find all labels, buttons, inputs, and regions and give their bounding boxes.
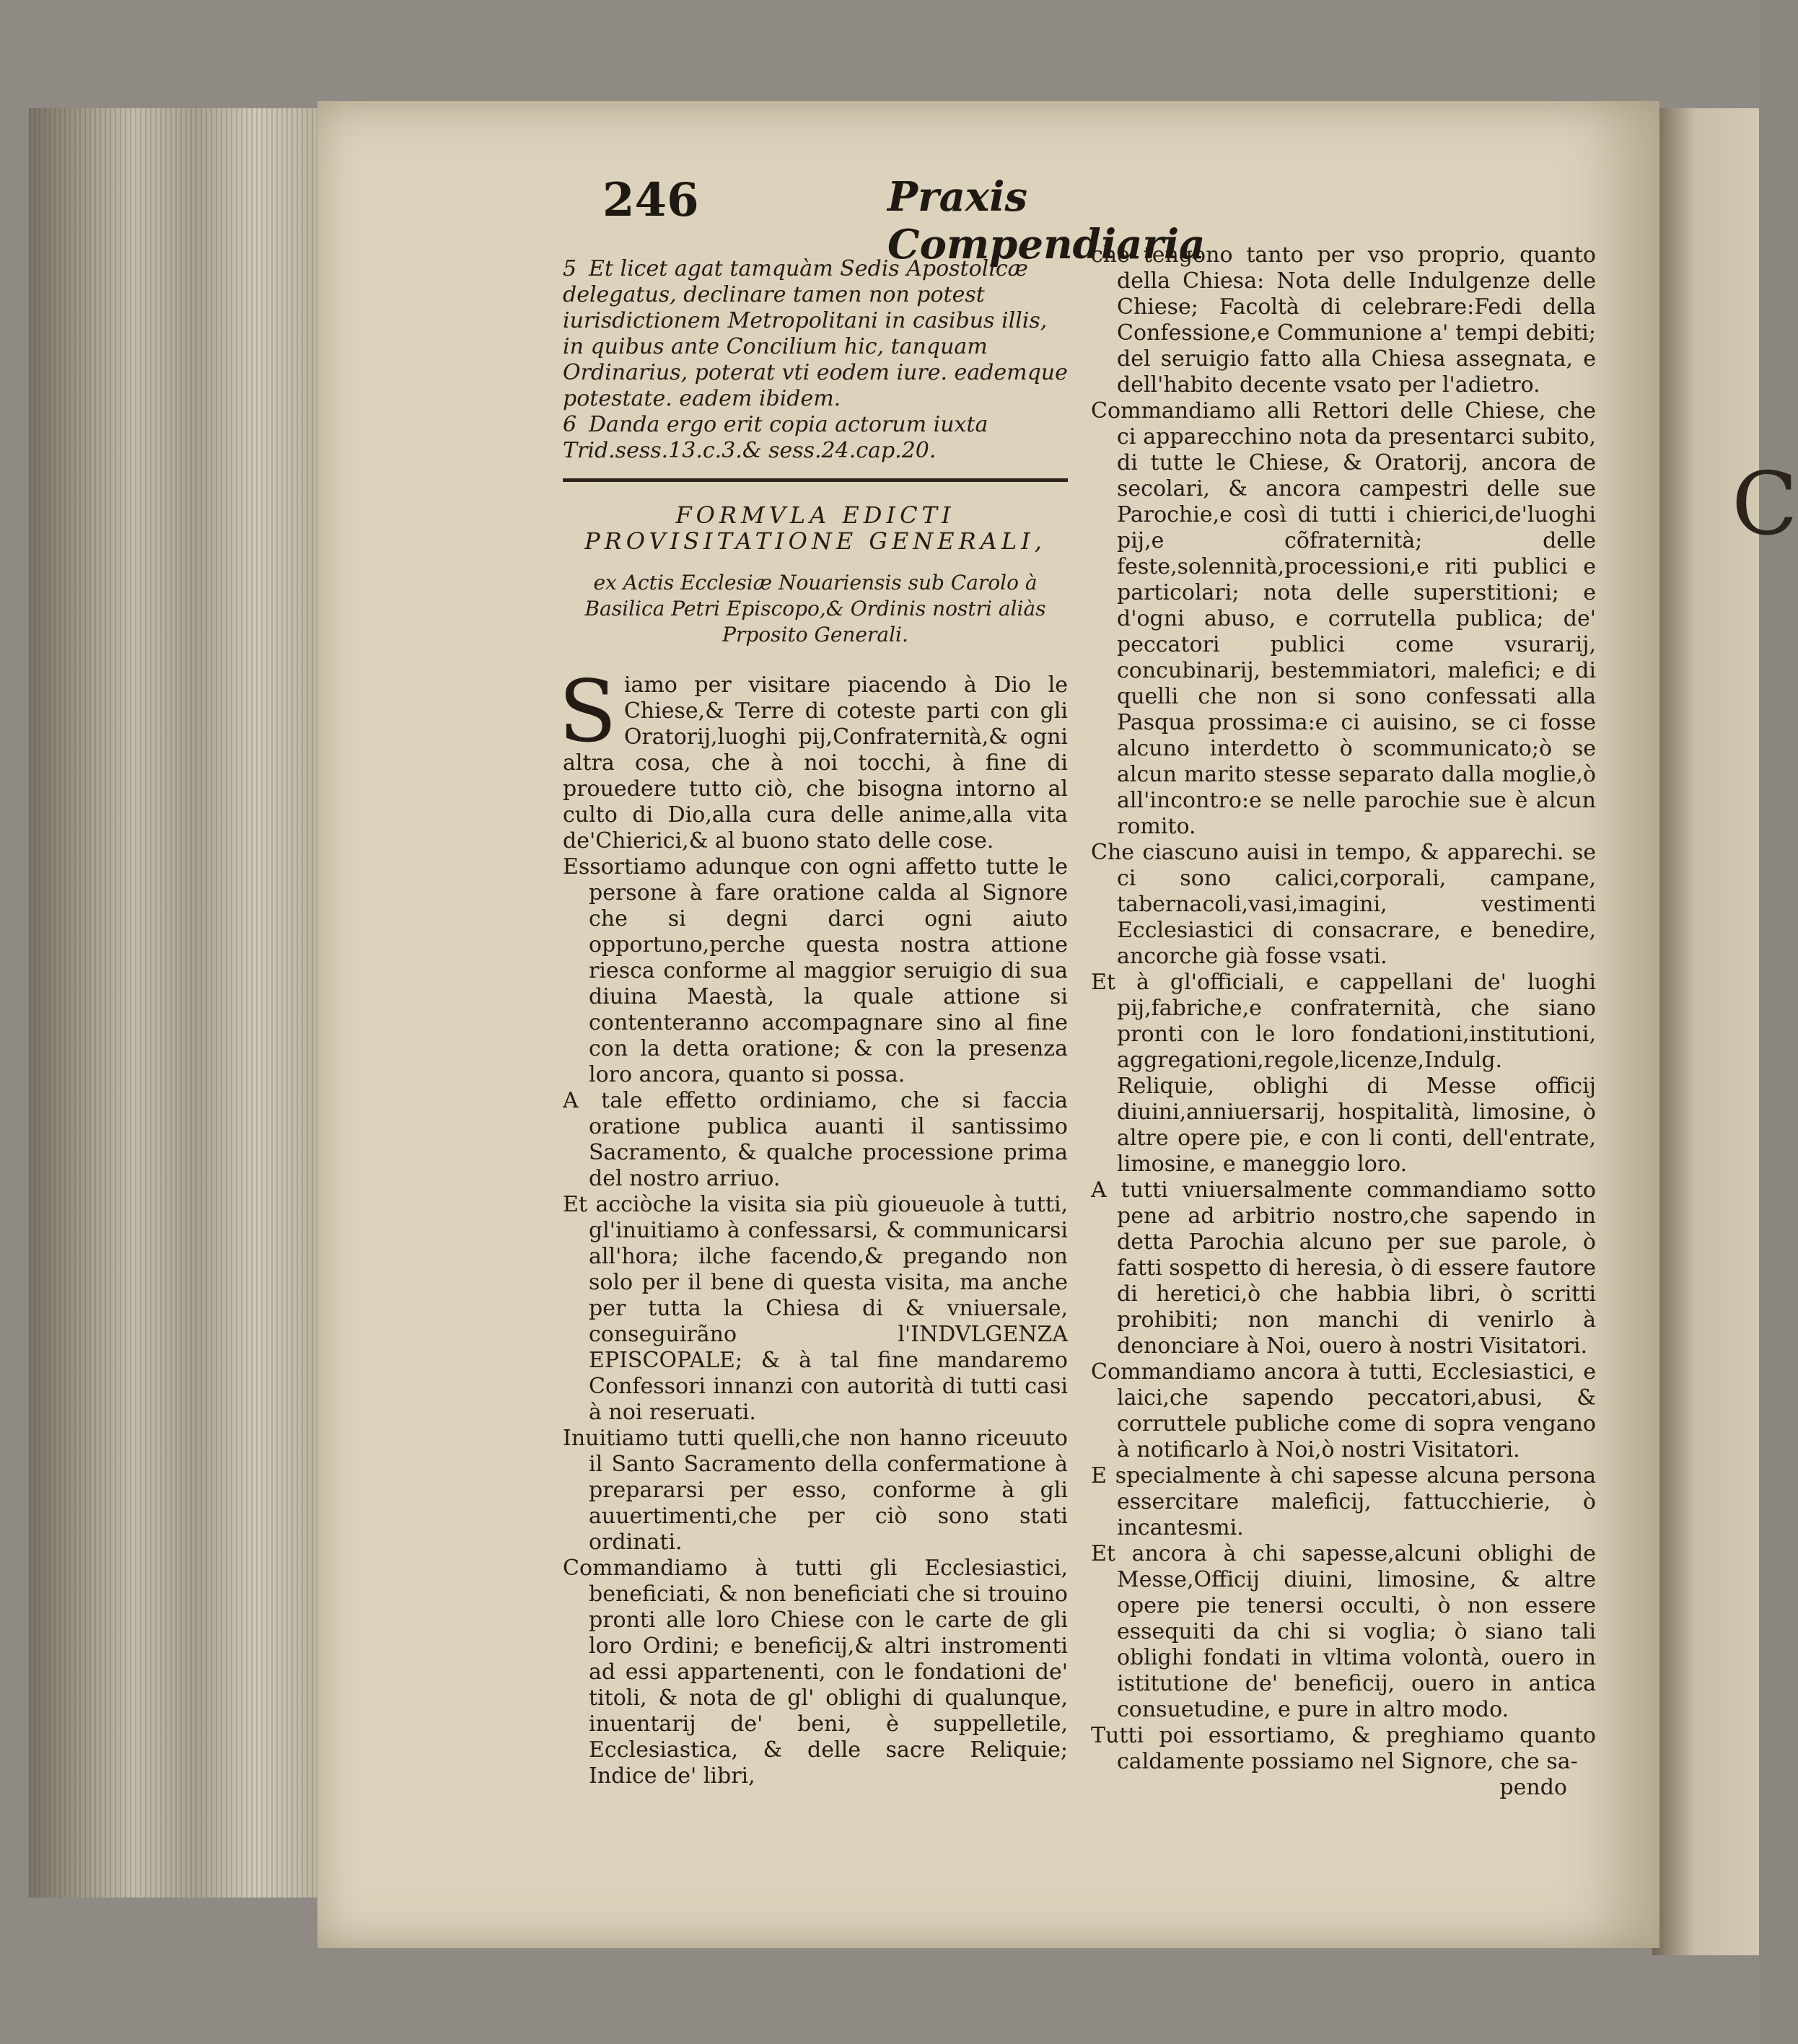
paragraph: Tutti poi essortiamo, & preghiamo quanto caldamente possiamo nel Signore, che sa- [1091,1723,1596,1774]
paragraph: Che ciascuno auisi in tempo, & apparechi. se ci sono calici,corporali, campane, tabernacoli,vasi,imagini, vestimenti Ecclesiastici di consacrare, e benedire, ancorche già fosse vsati. [1091,840,1596,969]
paragraph: che tengono tanto per vso proprio, quanto della Chiesa: Nota delle Indulgenze delle Chiese; Facoltà di celebrare:Fedi della Confessione,e Communione a' tempi debiti; del seruigio fatto alla Chiesa assegnata, e dell'habito decente vsato per l'adietro. [1091,242,1596,398]
formula-subtitle: ex Actis Ecclesiæ Nouariensis sub Carolo à Basilica Petri Episcopo,& Ordinis nostri aliàs Prposito Generali. [584,571,1046,646]
paragraph: Inuitiamo tutti quelli,che non hanno riceuuto il Santo Sacramento della confermatione à prepararsi per esso, conforme à gli auuertimenti,che per ciò sono stati ordinati. [563,1426,1068,1555]
section-rule [563,478,1068,482]
running-title: Praxis Compendiaria [887,173,1206,268]
formula-title: FORMVLA EDICTI PROVISITATIONE GENERALI, [584,501,1046,555]
note-text: Danda ergo erit copia actorum iuxta Trid.sess.13.c.3.& sess.24.cap.20. [563,412,988,463]
opening-paragraph [558,662,1068,854]
paragraph: A tale effetto ordiniamo, che si faccia oratione publica auanti il santissimo Sacramento, & qualche processione prima del nostro arriuo. [563,1088,1068,1191]
paragraph: Commandiamo à tutti gli Ecclesiastici, beneficiati, & non beneficiati che si trouino pronti alle loro Chiese con le carte de gli loro Ordini; e beneficij,& altri instromenti ad essi appartenenti, con le fondationi de' titoli, & nota de gl' oblighi di qualunque, inuentarij de' beni, è suppelletile, Ecclesiastica, & delle sacre Reliquie; Indice de' libri, [563,1556,1068,1789]
paragraph: Essortiamo adunque con ogni affetto tutte le persone à fare oratione calda al Signore che si degni darci ogni aiuto opportuno,perche questa nostra attione riesca conforme al maggior seruigio di sua diuina Maestà, la quale attione si contenteranno accompagnare sino al fine con la detta oratione; & con la presenza loro ancora, quanto si possa. [563,854,1068,1087]
note-number: 6 [563,412,577,437]
paragraph: Et acciòche la visita sia più gioueuole à tutti, gl'inuitiamo à confessarsi, & communicarsi all'hora; ilche facendo,& pregando non solo per il bene di questa visita, ma anche per tutta la Chiesa di & vniuersale, conseguirãno l'INDVLGENZA EPISCOPALE; & à tal fine mandaremo Confessori innanzi con autorità di tutti casi à noi reseruati. [563,1192,1068,1425]
paragraph: Commandiamo ancora à tutti, Ecclesiastici, e laici,che sapendo peccatori,abusi, & corruttele publiche come di sopra vengano à notificarlo à Noi,ò nostri Visitatori. [1091,1359,1596,1462]
right-column [1091,242,1596,1801]
left-column [558,256,1068,1789]
page-number: 246 [602,173,699,227]
paragraph: A tutti vniuersalmente commandiamo sotto pene ad arbitrio nostro,che sapendo in detta Parochia alcuno per sue parole, ò fatti sospetto di heresia, ò di essere fautore di heretici,ò che habbia libri, ò scritti prohibiti; non manchi di venirlo à denonciare à Noi, ouero à nostri Visitatori. [1091,1177,1596,1359]
note-6 [563,412,1068,464]
page-header [577,173,1299,268]
opening-paragraph-text: iamo per visitare piacendo à Dio le Chiese,& Terre di coteste parti con gli Oratorij,luoghi pij,Confraternità,& ogni altra cosa, che à noi tocchi, à fine di prouedere tutto ciò, che bisogna intorno al culto di Dio,alla cura delle anime,alla vita de'Chierici,& al buono stato delle cose. [563,672,1068,854]
note-text: Et licet agat tamquàm Sedis Apostolicæ delegatus, declinare tamen non potest iurisdictionem Metropolitani in casibus illis, in quibus ante Concilium hic, tanquam Ordinarius, poterat vti eodem iure. eademque potestate. eadem ibidem. [563,256,1068,411]
page-block-edge [29,108,332,1898]
drop-cap: S [558,662,617,761]
paragraph: Commandiamo alli Rettori delle Chiese, che ci apparecchino nota da presentarci subito, di tutte le Chiese, & Oratorij, ancora de secolari, & ancora campestri delle sue Parochie,e così di tutti i chierici,de'luoghi pij,e cõfraternità; delle feste,solennità,processioni,e riti publici e particolari; nota delle superstitioni; e d'ogni abuso, e corrutella publica; de' peccatori publici come vsurarij, concubinarij, bestemmiatori, malefici; e di quelli che non si sono confessati alla Pasqua prossima:e ci auisino, se ci fosse alcuno interdetto ò scommunicato;ò se alcun marito stesse separato dalla moglie,ò all'incontro:e se nelle parochie sue è alcun romito. [1091,398,1596,839]
note-number: 5 [563,256,577,281]
paragraph: E specialmente à chi sapesse alcuna persona essercitare maleficij, fattucchierie, ò incantesmi. [1091,1463,1596,1540]
note-5 [563,256,1068,412]
facing-page-edge [1652,108,1759,1955]
paragraph: Et ancora à chi sapesse,alcuni oblighi de Messe,Officij diuini, limosine, & altre opere pie tenersi occulti, ò non essere essequiti da chi si voglia; ò siano tali oblighi fondati in vltima volontà, ouero in istitutione de' beneficij, ouero in antica consuetudine, e pure in altro modo. [1091,1541,1596,1722]
paragraph: Et à gl'officiali, e cappellani de' luoghi pij,fabriche,e confraternità, che siano pronti con le loro fondationi,institutioni, aggregationi,regole,licenze,Indulg. Reliquie, oblighi di Messe officij diuini,anniuersarij, hospitalità, limosine, ò altre opere pie, e con li conti, dell'entrate, limosine, e maneggio loro. [1091,970,1596,1177]
facing-page-letter-fragment: C [1732,455,1798,555]
catchword: pendo [1499,1775,1567,1800]
